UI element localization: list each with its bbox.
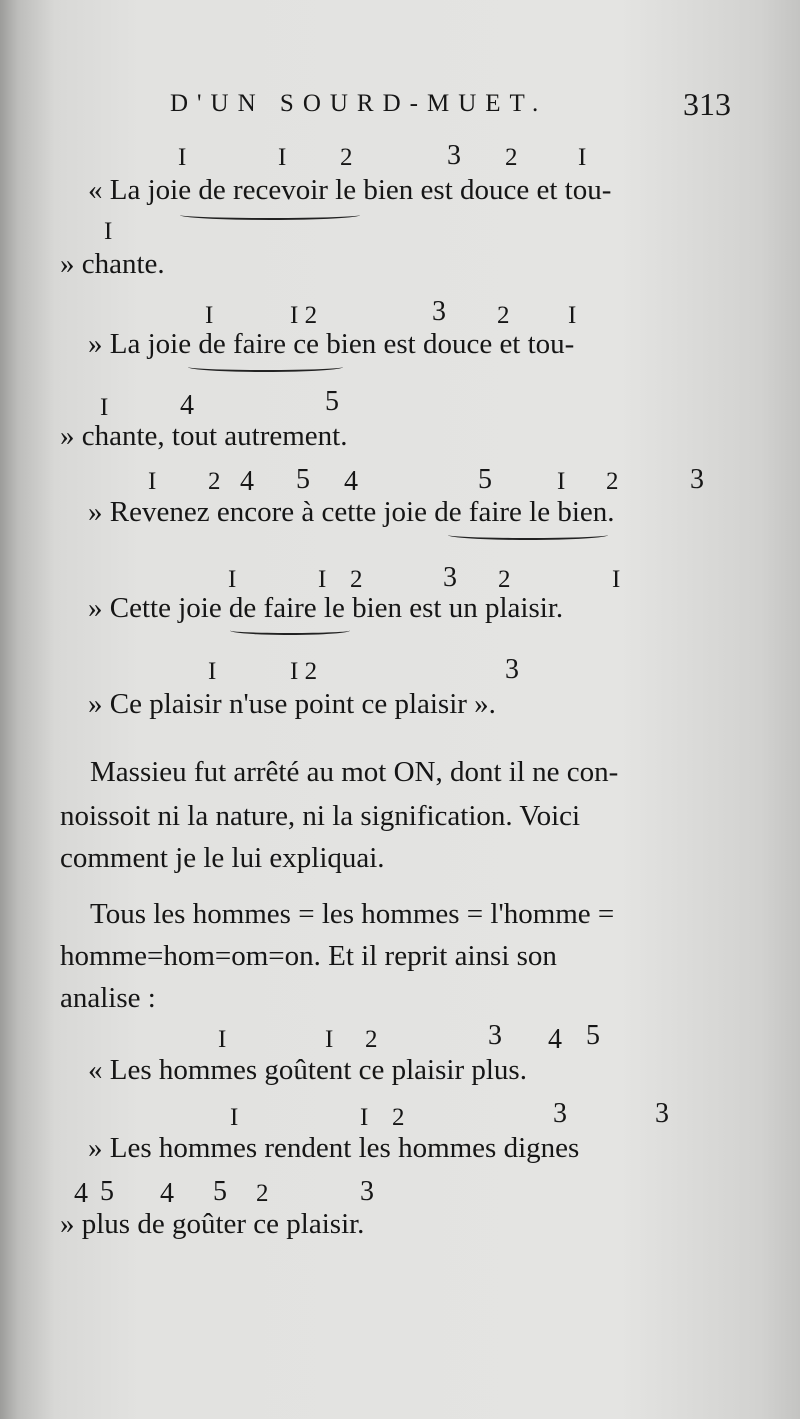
word-number: 5 bbox=[586, 1020, 600, 1051]
word-number: 3 bbox=[360, 1176, 374, 1207]
word-number: I bbox=[360, 1104, 369, 1131]
line-text: » Revenez encore à cette joie de faire le bien. bbox=[88, 496, 615, 528]
word-number: I 2 bbox=[290, 658, 318, 685]
word-number: I bbox=[578, 144, 587, 171]
word-number: 2 bbox=[365, 1026, 378, 1053]
line-text: » Ce plaisir n'use point ce plaisir ». bbox=[88, 688, 496, 720]
word-number: 2 bbox=[340, 144, 353, 171]
underline-mark bbox=[448, 530, 608, 540]
word-number: I bbox=[278, 144, 287, 171]
word-number: 4 bbox=[180, 390, 194, 421]
word-number: I bbox=[568, 302, 577, 329]
underline-mark bbox=[230, 626, 350, 635]
paragraph-line: Massieu fut arrêté au mot ON, dont il ne con- bbox=[90, 756, 619, 788]
word-number: 5 bbox=[100, 1176, 114, 1207]
word-number: 2 bbox=[392, 1104, 405, 1131]
word-number: 3 bbox=[443, 562, 457, 593]
paragraph-line: homme=hom=om=on. Et il reprit ainsi son bbox=[60, 940, 557, 972]
line-text: » chante. bbox=[60, 248, 165, 280]
word-number: 2 bbox=[505, 144, 518, 171]
word-number: 3 bbox=[505, 654, 519, 685]
word-number: 5 bbox=[478, 464, 492, 495]
word-number: I bbox=[325, 1026, 334, 1053]
paragraph-line: Tous les hommes = les hommes = l'homme = bbox=[90, 898, 615, 930]
line-text: » plus de goûter ce plaisir. bbox=[60, 1208, 365, 1240]
paragraph-line: comment je le lui expliquai. bbox=[60, 842, 385, 874]
word-number: 2 bbox=[208, 468, 221, 495]
word-number: 3 bbox=[447, 140, 461, 171]
word-number: 3 bbox=[690, 464, 704, 495]
word-number: I bbox=[557, 468, 566, 495]
word-number: I bbox=[218, 1026, 227, 1053]
word-number: 2 bbox=[497, 302, 510, 329]
word-number: 3 bbox=[655, 1098, 669, 1129]
word-number: 3 bbox=[553, 1098, 567, 1129]
underline-mark bbox=[188, 362, 343, 372]
word-number: 3 bbox=[432, 296, 446, 327]
word-number: 5 bbox=[325, 386, 339, 417]
running-title: D'UN SOURD-MUET. bbox=[170, 90, 548, 117]
word-number: I bbox=[178, 144, 187, 171]
page-header bbox=[0, 86, 800, 126]
line-text: » chante, tout autrement. bbox=[60, 420, 348, 452]
paragraph-line: noissoit ni la nature, ni la signification. Voici bbox=[60, 800, 581, 832]
word-number: I bbox=[104, 218, 113, 245]
word-number: 5 bbox=[213, 1176, 227, 1207]
word-number: I bbox=[100, 394, 109, 421]
word-number: I bbox=[318, 566, 327, 593]
line-text: » Les hommes rendent les hommes dignes bbox=[88, 1132, 580, 1164]
word-number: I bbox=[205, 302, 214, 329]
word-number: 4 bbox=[74, 1178, 88, 1209]
word-number: 2 bbox=[256, 1180, 269, 1207]
word-number: 4 bbox=[344, 466, 358, 497]
word-number: I bbox=[228, 566, 237, 593]
word-number: 2 bbox=[606, 468, 619, 495]
underline-mark bbox=[180, 210, 360, 220]
word-number: I bbox=[230, 1104, 239, 1131]
word-number: 5 bbox=[296, 464, 310, 495]
word-number: 4 bbox=[160, 1178, 174, 1209]
word-number: I bbox=[612, 566, 621, 593]
word-number: I bbox=[208, 658, 217, 685]
line-text: » La joie de faire ce bien est douce et tou- bbox=[88, 328, 575, 360]
word-number: 4 bbox=[240, 466, 254, 497]
line-text: » Cette joie de faire le bien est un plaisir. bbox=[88, 592, 564, 624]
line-text: « Les hommes goûtent ce plaisir plus. bbox=[88, 1054, 527, 1086]
word-number: 2 bbox=[498, 566, 511, 593]
word-number: I bbox=[148, 468, 157, 495]
paragraph-line: analise : bbox=[60, 982, 156, 1014]
word-number: I 2 bbox=[290, 302, 318, 329]
word-number: 2 bbox=[350, 566, 363, 593]
word-number: 4 bbox=[548, 1024, 562, 1055]
page-number: 313 bbox=[683, 86, 731, 122]
line-text: « La joie de recevoir le bien est douce et tou- bbox=[88, 174, 612, 206]
word-number: 3 bbox=[488, 1020, 502, 1051]
